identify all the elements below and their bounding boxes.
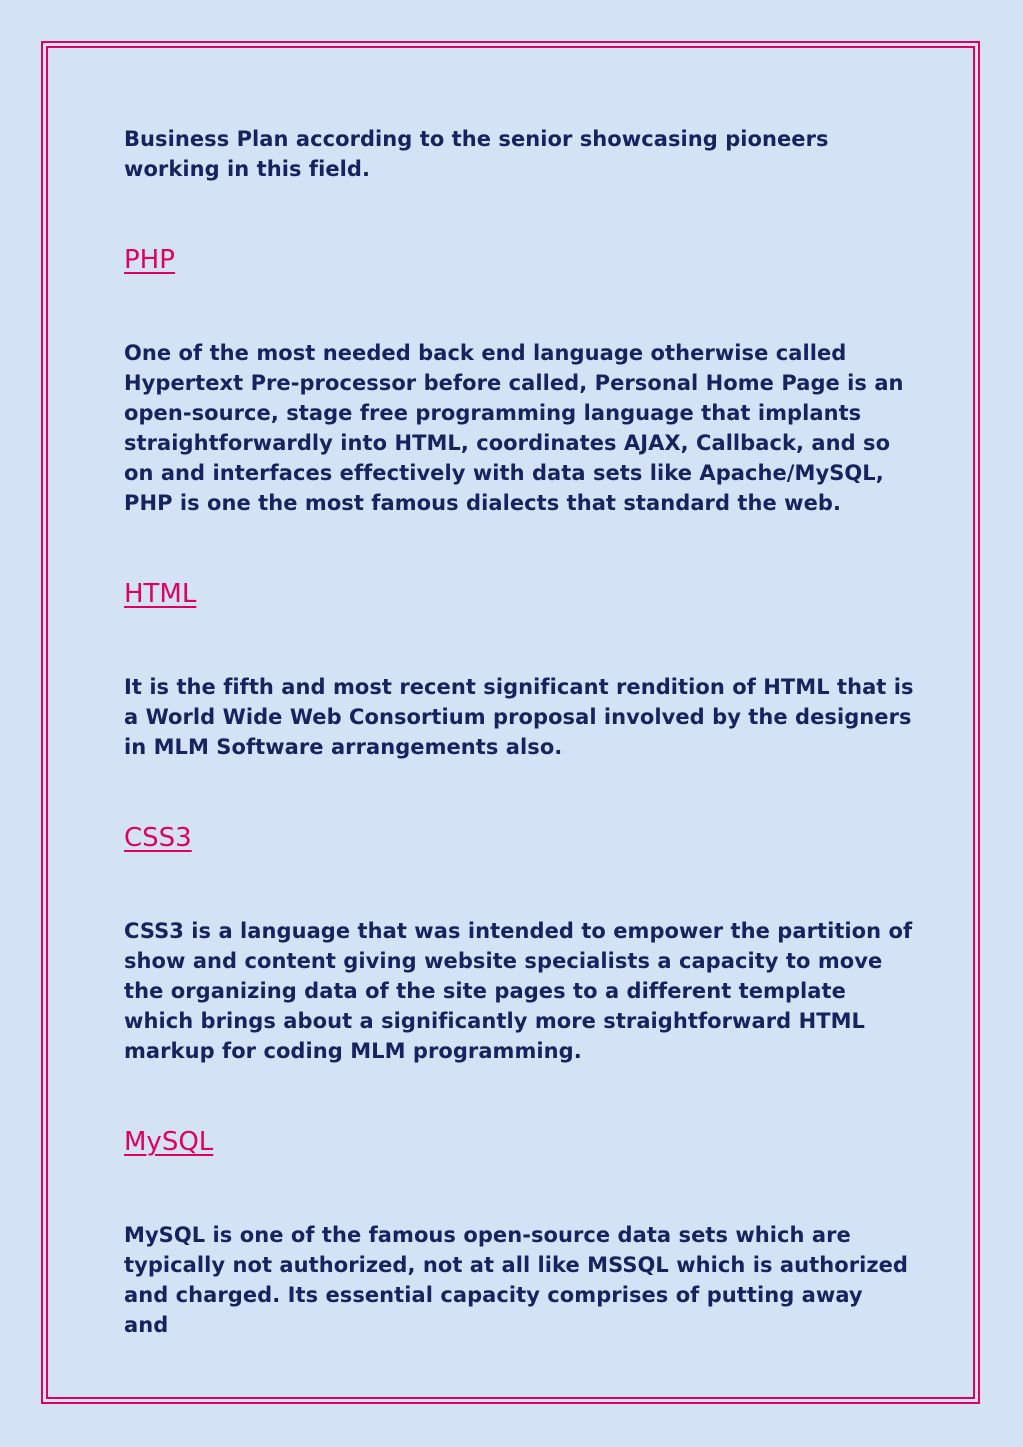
section-body-mysql: MySQL is one of the famous open-source data sets which are typically not authorized, not at all like MSSQL which is authorized and charged. Its essential capacity comprises of putting away and	[124, 1223, 909, 1337]
intro-paragraph: Business Plan according to the senior showcasing pioneers working in this field.	[124, 127, 829, 181]
section-heading-mysql: MySQL	[124, 1127, 214, 1157]
section-heading-html: HTML	[124, 579, 197, 609]
section-body-php: One of the most needed back end language otherwise called Hypertext Pre-processor before called, Personal Home Page is an open-source, stage free programming language that implants straightforwardly into HTML, coordinates AJAX, Callback, and so on and interfaces effectively with data sets like Apache/MySQL, PHP is one the most famous dialects that standard the web.	[124, 341, 904, 515]
section-heading-css3: CSS3	[124, 823, 192, 853]
section-body-html: It is the fifth and most recent significant rendition of HTML that is a World Wide Web Consortium proposal involved by the designers in MLM Software arrangements also.	[124, 675, 914, 759]
section-body-css3: CSS3 is a language that was intended to empower the partition of show and content giving website specialists a capacity to move the organizing data of the site pages to a different template which brings about a significantly more straightforward HTML markup for coding MLM programming.	[124, 919, 913, 1063]
section-heading-php: PHP	[124, 245, 175, 275]
